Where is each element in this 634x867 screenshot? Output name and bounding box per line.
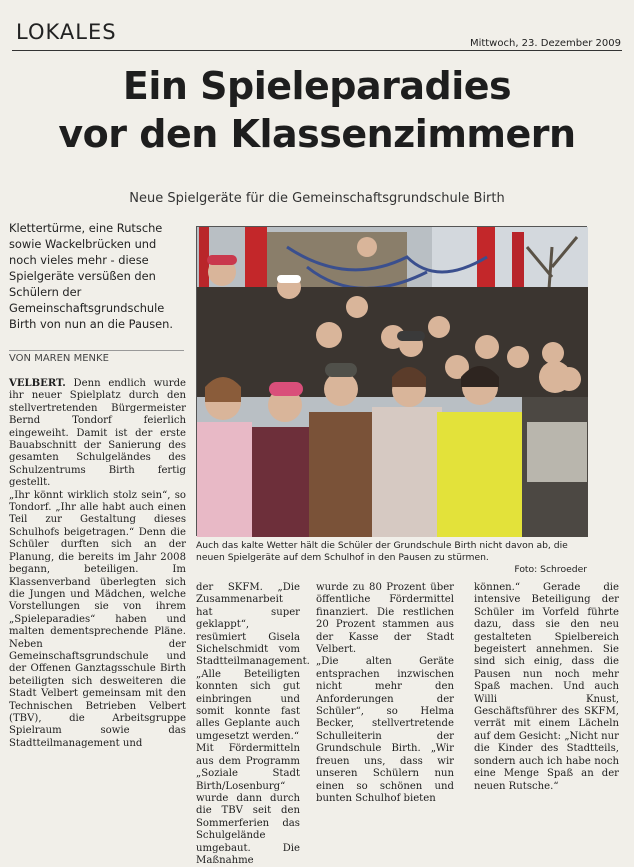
dateline: VELBERT. <box>9 378 66 389</box>
photo-credit: Foto: Schroeder <box>514 564 587 575</box>
body-column-1 <box>9 378 186 750</box>
schoolchildren-playground-photo <box>197 227 588 537</box>
header-rule <box>12 50 622 51</box>
photo-caption-block <box>196 540 587 576</box>
body-column-3: wurde zu 80 Prozent über öffentliche Fördermittel finanziert. Die restlichen 20 Prozent stammen aus der Kasse der Stadt Velbert. „Die alten Geräte entsprachen inzwischen nicht mehr den Anforderungen der Schüler“, so Helma Becker, stellvertretende Schulleiterin der Grundschule Birth. „Wir freuen uns, dass wir unseren Schülern nun einen so schönen und bunten Schulhof bieten <box>316 582 454 804</box>
byline: VON MAREN MENKE <box>9 350 184 364</box>
body-column-4: können.“ Gerade die intensive Beteiligung der Schüler im Vorfeld führte dazu, dass sie den neu gestalteten Spielbereich begeistert annehmen. Sie sind sich einig, dass die Pausen nun noch mehr Spaß machen. Und auch Willi Knust, Geschäftsführer des SKFM, verrät mit einem Lächeln auf dem Gesicht: „Nicht nur die Kinder des Stadtteils, sondern auch ich habe noch eine Menge Spaß an der neuen Rutsche.“ <box>474 582 619 792</box>
headline-line-2: vor den Klassenzimmern <box>58 112 576 156</box>
body-column-2: der SKFM. „Die Zusammenarbeit hat super geklappt“, resümiert Gisela Sichelschmidt vom Stadtteilmanagement. „Alle Beteiligten konnten sich gut einbringen und somit konnte fast alles Geplante auch umgesetzt werden.“ Mit Fördermitteln aus dem Programm „Soziale Stadt Birth/Losenburg“ wurde dann durch die TBV seit den Sommerferien das Schulgelände umgebaut. Die Maßnahme <box>196 582 310 866</box>
photo-caption: Auch das kalte Wetter hält die Schüler der Grundschule Birth nicht davon ab, die neuen Spielgeräte auf dem Schulhof in den Pausen zu stürmen. <box>196 540 568 563</box>
section-title: LOKALES <box>16 20 117 44</box>
body-text-1: Denn endlich wurde ihr neuer Spielplatz durch den stellvertretenden Bürgermeister Bernd Tondorf feierlich eingeweiht. Damit ist der erste Bauabschnitt der Sanierung des gesamten Schulgeländes des Schulzentrums Birth fertig gestellt. „Ihr könnt wirklich stolz sein“, so Tondorf. „Ihr alle habt auch einen Teil zur Gestaltung dieses Schulhofs beigetragen.“ Denn die Schüler durften sich an der Planung, die bereits im Jahr 2008 begann, beteiligen. Im Klassenverband überlegten sich die Jungen und Mädchen, welche Vorstellungen sie von ihrem „Spieleparadies“ haben und malten dementsprechende Pläne. Neben der Gemeinschaftsgrundschule und der Offenen Ganztagsschule Birth beteiligten sich desweiteren die Stadt Velbert gemeinsam mit den Technischen Betrieben Velbert (TBV), die Arbeitsgruppe Spielraum sowie das Stadtteilmanagement und <box>9 378 186 749</box>
child-pink-jacket <box>197 422 252 537</box>
headline-line-1: Ein Spieleparadies <box>122 64 512 108</box>
child-brown-jacket <box>309 412 374 537</box>
issue-date: Mittwoch, 23. Dezember 2009 <box>469 38 621 49</box>
headline <box>0 62 634 158</box>
child-maroon-coat <box>252 427 314 537</box>
child-light-coat <box>372 407 442 537</box>
lead-paragraph: Klettertürme, eine Rutsche sowie Wackelbrücken und noch vieles mehr - diese Spielgeräte versüßen den Schülern der Gemeinschaftsgrundschule Birth von nun an die Pausen. <box>9 221 173 331</box>
play-post-red <box>199 227 209 287</box>
article-photo <box>196 226 587 536</box>
child-yellow-jacket <box>437 412 527 537</box>
subheadline: Neue Spielgeräte für die Gemeinschaftsgrundschule Birth <box>129 191 505 206</box>
